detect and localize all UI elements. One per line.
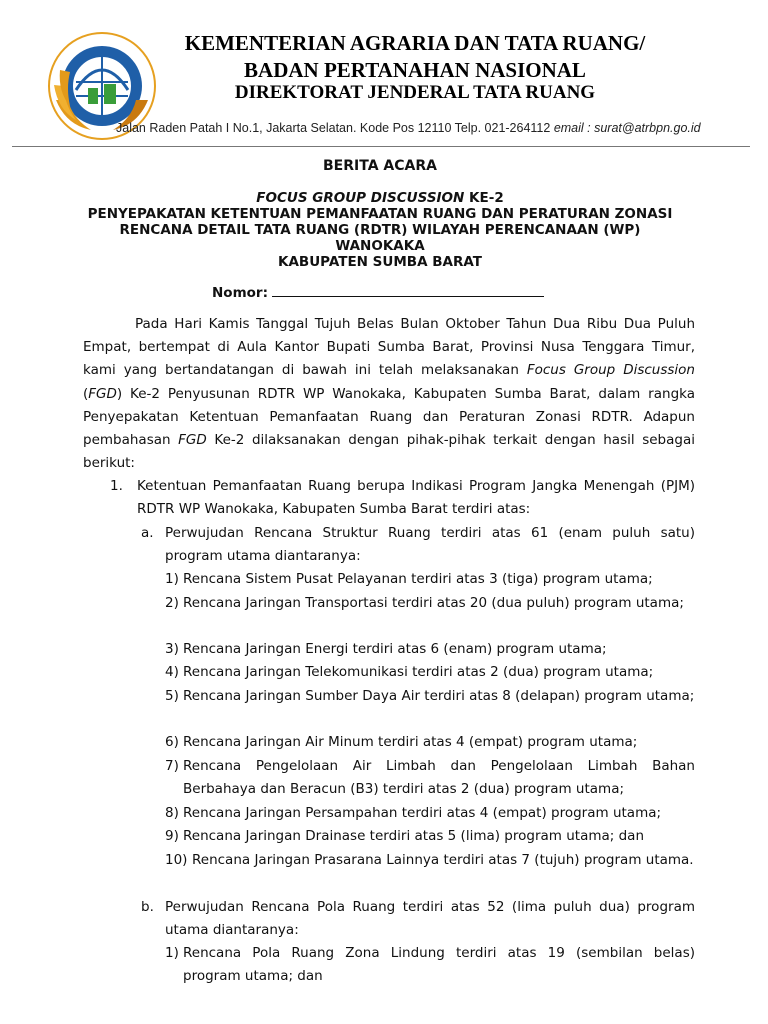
sub-list-marker: 4) <box>165 664 179 680</box>
sub-list-marker: 8) <box>165 805 179 821</box>
nomor-field <box>212 284 544 301</box>
fgd-number: KE-2 <box>464 190 504 206</box>
sub-list-marker: 7) <box>165 758 179 774</box>
sub-list-item: Rencana Jaringan Persampahan terdiri atas 4 (empat) program utama; <box>183 805 662 821</box>
ministry-name-line1: KEMENTERIAN AGRARIA DAN TATA RUANG/ <box>184 31 646 55</box>
sub-list-marker: 10) <box>165 852 188 868</box>
sub-list-item: Rencana Jaringan Air Minum terdiri atas 4 (empat) program utama; <box>183 734 638 750</box>
sub-list-item: Rencana Jaringan Energi terdiri atas 6 (enam) program utama; <box>183 641 607 657</box>
sub-list-marker: 9) <box>165 828 179 844</box>
nomor-blank-line <box>272 284 544 297</box>
sub-list-marker: 2) <box>165 595 179 611</box>
letterhead-divider <box>12 146 750 147</box>
sub-list-marker: 6) <box>165 734 179 750</box>
sub-list-marker: 1) <box>165 571 179 587</box>
sub-list-item: Rencana Jaringan Transportasi terdiri atas 20 (dua puluh) program utama; <box>183 595 684 611</box>
para-italic: FGD <box>178 432 207 449</box>
address-text: Jalan Raden Patah I No.1, Jakarta Selatan. Kode Pos 12110 Telp. 021-264112 <box>116 121 554 135</box>
para-text: ( <box>83 385 89 402</box>
list-item-a: Perwujudan Rencana Struktur Ruang terdiri atas 61 (enam puluh satu) program utama diantaranya: <box>165 525 695 565</box>
directorate-name: DIREKTORAT JENDERAL TATA RUANG <box>234 82 596 103</box>
para-text: ) Ke-2 Penyusunan RDTR WP Wanokaka, Kabupaten Sumba Barat, dalam rangka Penyepakatan Ketentuan Pemanfaatan Ruang dan Peraturan Zonasi RDTR. Adapun pembahasan <box>83 385 695 449</box>
list-marker: a. <box>141 525 154 541</box>
nomor-label: Nomor: <box>212 285 268 301</box>
title-line-4: KABUPATEN SUMBA BARAT <box>278 254 482 270</box>
sub-list-item: Rencana Jaringan Sumber Daya Air terdiri atas 8 (delapan) program utama; <box>183 688 695 704</box>
sub-list-item: Rencana Jaringan Telekomunikasi terdiri atas 2 (dua) program utama; <box>183 664 654 680</box>
list-item-1: Ketentuan Pemanfaatan Ruang berupa Indikasi Program Jangka Menengah (PJM) RDTR WP Wanokaka, Kabupaten Sumba Barat terdiri atas: <box>137 478 695 518</box>
para-text: Ke-2 dilaksanakan dengan pihak-pihak terkait dengan hasil sebagai berikut: <box>83 432 695 472</box>
sub-list-item: Rencana Jaringan Prasarana Lainnya terdiri atas 7 (tujuh) program utama. <box>192 852 694 868</box>
sub-list-item: Rencana Jaringan Drainase terdiri atas 5 (lima) program utama; dan <box>183 828 644 844</box>
fgd-italic: FOCUS GROUP DISCUSSION <box>256 190 465 206</box>
fgd-title <box>40 190 720 206</box>
sub-list-marker: 3) <box>165 641 179 657</box>
email-text: email : surat@atrbpn.go.id <box>553 121 701 135</box>
opening-paragraph <box>83 313 695 475</box>
document-heading: BERITA ACARA <box>323 158 437 174</box>
list-item-b: Perwujudan Rencana Pola Ruang terdiri atas 52 (lima puluh dua) program utama diantaranya: <box>165 899 695 939</box>
title-line-3: WANOKAKA <box>335 238 425 254</box>
para-italic: FGD <box>88 385 117 402</box>
para-italic: Focus Group Discussion <box>526 362 695 379</box>
list-marker: 1. <box>110 478 123 494</box>
para-text: Pada Hari Kamis Tanggal Tujuh Belas Bulan Oktober Tahun Dua Ribu Dua Puluh Empat, bertempat di Aula Kantor Bupati Sumba Barat, Provinsi Nusa Tenggara Timur, kami yang bertandatangan di bawah ini telah melaksanakan <box>83 316 695 379</box>
sub-list-item: Rencana Pengelolaan Air Limbah dan Pengelolaan Limbah Bahan Berbahaya dan Beracun (B3) terdiri atas 2 (dua) program utama; <box>183 758 695 798</box>
sub-list-item: Rencana Sistem Pusat Pelayanan terdiri atas 3 (tiga) program utama; <box>183 571 653 587</box>
letterhead-address <box>116 121 701 135</box>
sub-list-marker: 1) <box>165 945 179 961</box>
title-line-1: PENYEPAKATAN KETENTUAN PEMANFAATAN RUANG DAN PERATURAN ZONASI <box>87 206 673 222</box>
sub-list-item: Rencana Pola Ruang Zona Lindung terdiri atas 19 (sembilan belas) program utama; dan <box>183 945 695 985</box>
ministry-name-line2: BADAN PERTANAHAN NASIONAL <box>244 58 586 82</box>
list-marker: b. <box>141 899 154 915</box>
title-line-2: RENCANA DETAIL TATA RUANG (RDTR) WILAYAH PERENCANAAN (WP) <box>119 222 641 238</box>
sub-list-marker: 5) <box>165 688 179 704</box>
